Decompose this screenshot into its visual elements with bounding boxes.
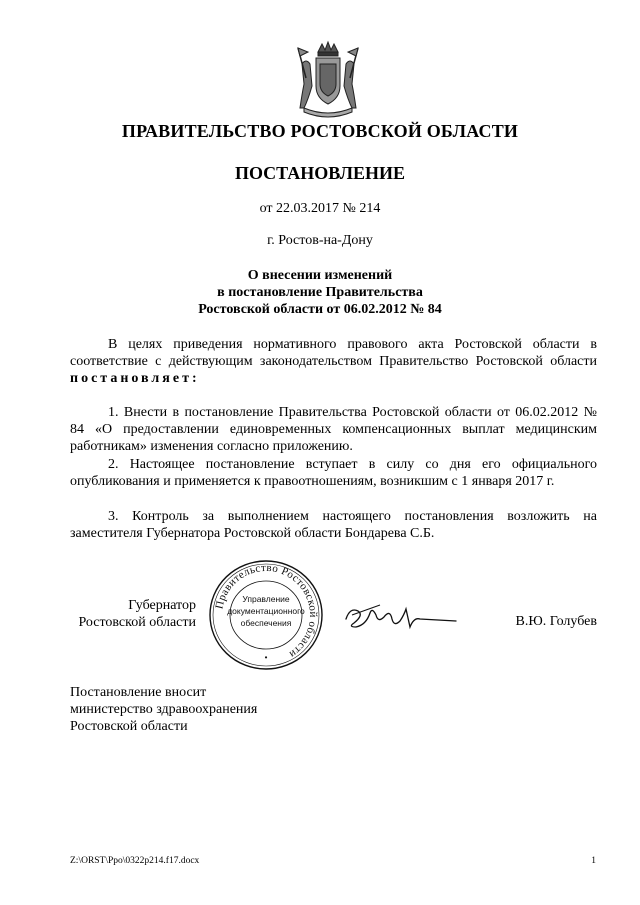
organization-title: ПРАВИТЕЛЬСТВО РОСТОВСКОЙ ОБЛАСТИ	[121, 121, 519, 141]
svg-text:•: •	[264, 653, 268, 662]
submitter-line: Постановление вносит	[70, 685, 207, 700]
title-line: О внесении изменений	[247, 268, 393, 283]
stamp-inner-line: обеспечения	[240, 618, 292, 628]
item-paragraph-2	[70, 456, 597, 490]
submitter-line: министерство здравоохранения	[70, 702, 258, 717]
footer-file-path: Z:\ORST\Ppo\0322p214.f17.docx	[70, 856, 200, 866]
item-text: 1. Внести в постановление Правительства Ростовской области от 06.02.2012 № 84 «О предоставлении единовременных компенсационных выплат медицинским работникам» изменения согласно приложению.	[70, 405, 597, 454]
page-number: 1	[591, 856, 596, 866]
position-line: Ростовской области	[78, 615, 196, 630]
position-line: Губернатор	[128, 598, 196, 613]
official-stamp-icon	[206, 557, 326, 672]
title-line: в постановление Правительства	[217, 285, 423, 300]
handwritten-signature-icon	[340, 597, 460, 637]
document-date-number: от 22.03.2017 № 214	[259, 201, 381, 216]
item-paragraph-3	[70, 508, 597, 542]
item-text: 2. Настоящее постановление вступает в силу со дня его официального опубликования и применяется к правоотношениям, возникшим с 1 января 2017 г.	[70, 457, 597, 489]
title-line: Ростовской области от 06.02.2012 № 84	[198, 302, 442, 317]
stamp-outer-text: Правительство Ростовской области	[213, 561, 320, 661]
coat-of-arms-icon	[292, 38, 364, 120]
intro-paragraph	[70, 336, 597, 387]
signer-name: В.Ю. Голубев	[515, 614, 597, 629]
signer-position	[70, 597, 196, 631]
intro-verb: постановляет:	[70, 371, 200, 386]
stamp-inner-line: документационного	[227, 606, 305, 616]
item-text: 3. Контроль за выполнением настоящего постановления возложить на заместителя Губернатора Ростовской области Бондарева С.Б.	[70, 509, 597, 541]
document-type: ПОСТАНОВЛЕНИЕ	[234, 163, 406, 183]
item-paragraph-1	[70, 404, 597, 455]
stamp-inner-line: Управление	[242, 594, 290, 604]
submitter-block	[70, 684, 257, 735]
submitter-line: Ростовской области	[70, 719, 188, 734]
document-title	[0, 267, 640, 318]
document-city: г. Ростов-на-Дону	[267, 233, 373, 248]
intro-text: В целях приведения нормативного правового акта Ростовской области в соответствие с действующим законодательством Правительство Ростовской области	[70, 337, 597, 369]
